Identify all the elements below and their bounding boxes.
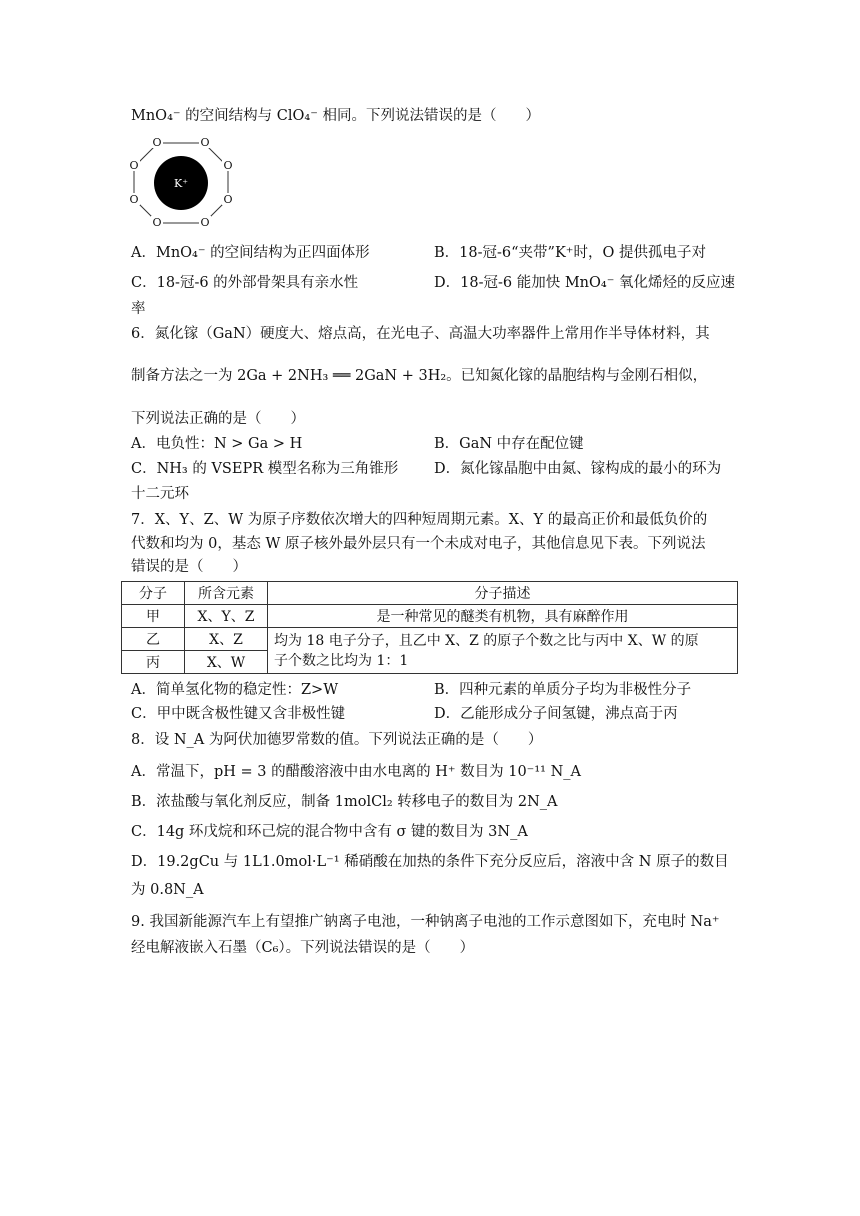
table-cell: 甲 [122, 605, 185, 628]
table-row [122, 628, 738, 651]
q6-line3: 下列说法正确的是（ ） [131, 411, 305, 427]
q9-line1: 9. 我国新能源汽车上有望推广钠离子电池，一种钠离子电池的工作示意图如下，充电时 Na⁺ [131, 914, 720, 930]
table-cell: 是一种常见的醚类有机物，具有麻醉作用 [268, 605, 738, 628]
table-cell: X、Y、Z [185, 605, 268, 628]
table-header: 分子 [122, 582, 185, 605]
table-header-row [122, 582, 738, 605]
table-cell-merged: 均为 18 电子分子，且乙中 X、Z 的原子个数之比与丙中 X、W 的原 子个数之比均为 1：1 [268, 628, 738, 674]
q6-option-d[interactable]: D．氮化镓晶胞中由氮、镓构成的最小的环为 [434, 461, 722, 477]
q7-option-d[interactable]: D．乙能形成分子间氢键，沸点高于丙 [434, 706, 678, 722]
svg-text:O: O [200, 216, 210, 229]
q6-line1: 6．氮化镓（GaN）硬度大、熔点高，在光电子、高温大功率器件上常用作半导体材料，其 [131, 326, 710, 342]
q8-option-d[interactable]: D．19.2gCu 与 1L1.0mol·L⁻¹ 稀硝酸在加热的条件下充分反应后，溶液中含 N 原子的数目 [131, 854, 729, 870]
svg-text:O: O [200, 137, 210, 149]
table-cell: X、W [185, 651, 268, 674]
svg-text:O: O [223, 159, 233, 172]
q6-option-c[interactable]: C．NH₃ 的 VSEPR 模型名称为三角锥形 [131, 461, 399, 477]
q8-option-a[interactable]: A．常温下，pH = 3 的醋酸溶液中由水电离的 H⁺ 数目为 10⁻¹¹ N_A [131, 764, 581, 780]
q9-line2: 经电解液嵌入石墨（C₆）。下列说法错误的是（ ） [131, 940, 475, 956]
q7-option-c[interactable]: C．甲中既含极性键又含非极性键 [131, 706, 346, 722]
table-header: 所含元素 [185, 582, 268, 605]
q7-option-a[interactable]: A．简单氢化物的稳定性：Z>W [131, 682, 339, 698]
svg-text:O: O [152, 216, 162, 229]
table-cell: 乙 [122, 628, 185, 651]
q8-option-b[interactable]: B．浓盐酸与氧化剂反应，制备 1molCl₂ 转移电子的数目为 2N_A [131, 794, 558, 810]
q5-option-a[interactable]: A．MnO₄⁻ 的空间结构为正四面体形 [131, 245, 370, 261]
q6-option-b[interactable]: B．GaN 中存在配位键 [434, 436, 584, 452]
q8-option-c[interactable]: C．14g 环戊烷和环己烷的混合物中含有 σ 键的数目为 3N_A [131, 824, 528, 840]
table-cell: X、Z [185, 628, 268, 651]
q5-intro: MnO₄⁻ 的空间结构与 ClO₄⁻ 相同。下列说法错误的是（ ） [131, 108, 540, 124]
q8-option-d-cont: 为 0.8N_A [131, 882, 204, 898]
q7-line1: 7．X、Y、Z、W 为原子序数依次增大的四种短周期元素。X、Y 的最高正价和最低负价的 [131, 512, 708, 528]
element-info-table [121, 581, 738, 674]
q5-option-b[interactable]: B．18-冠-6“夹带”K⁺时，O 提供孤电子对 [434, 245, 706, 261]
q7-option-b[interactable]: B．四种元素的单质分子均为非极性分子 [434, 682, 692, 698]
q8-line1: 8．设 N_A 为阿伏加德罗常数的值。下列说法正确的是（ ） [131, 732, 543, 748]
svg-text:O: O [223, 193, 233, 206]
table-cell: 丙 [122, 651, 185, 674]
q7-line2: 代数和均为 0，基态 W 原子核外最外层只有一个未成对电子，其他信息见下表。下列说法 [131, 536, 706, 552]
q6-option-d-cont: 十二元环 [131, 486, 189, 502]
q5-option-c[interactable]: C．18-冠-6 的外部骨架具有亲水性 [131, 275, 359, 291]
q5-option-d-cont: 率 [131, 301, 146, 317]
center-label: K⁺ [173, 177, 189, 190]
crown-ether-diagram [128, 137, 234, 229]
svg-text:O: O [152, 137, 162, 149]
svg-text:O: O [129, 159, 139, 172]
q5-option-d[interactable]: D．18-冠-6 能加快 MnO₄⁻ 氧化烯烃的反应速 [434, 275, 735, 291]
table-row [122, 605, 738, 628]
q6-line2: 制备方法之一为 2Ga + 2NH₃ ══ 2GaN + 3H₂。已知氮化镓的晶胞结构与金刚石相似， [131, 368, 708, 384]
q7-line3: 错误的是（ ） [131, 559, 247, 575]
table-header: 分子描述 [268, 582, 738, 605]
svg-text:O: O [129, 193, 139, 206]
q6-option-a[interactable]: A．电负性：N > Ga > H [131, 436, 303, 452]
